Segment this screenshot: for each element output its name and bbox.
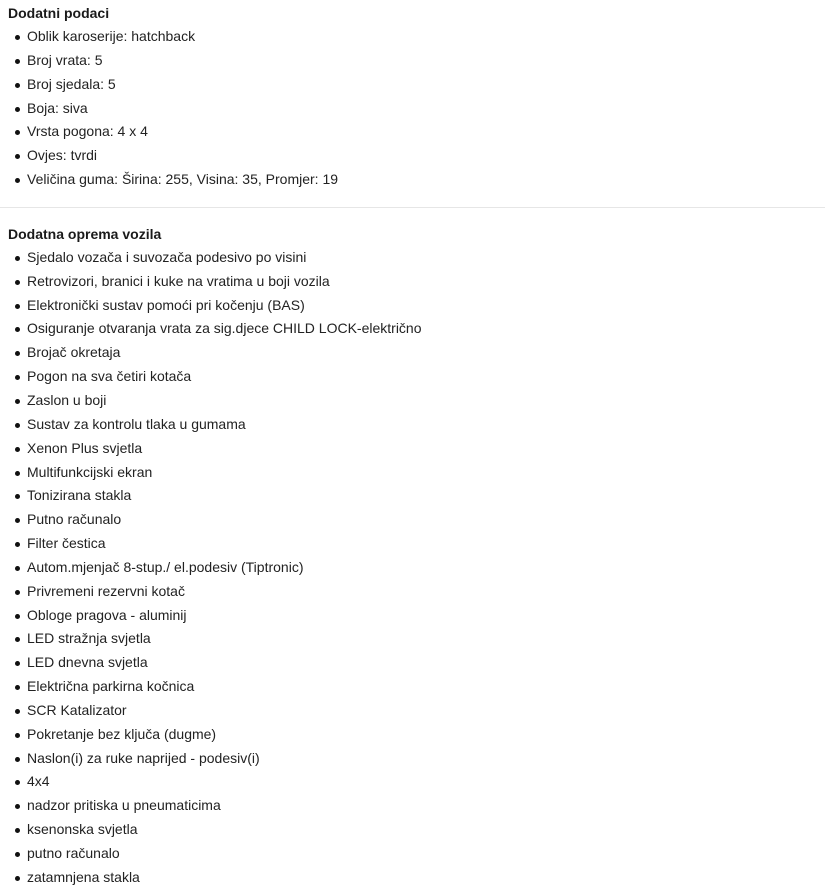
- equipment-section: [0, 222, 825, 890]
- additional-info-section: [0, 0, 825, 192]
- list-item: Brojač okretaja: [8, 341, 825, 365]
- list-item: LED stražnja svjetla: [8, 627, 825, 651]
- additional-info-list: [8, 25, 825, 192]
- list-item: Broj vrata: 5: [8, 49, 825, 73]
- list-item: Sustav za kontrolu tlaka u gumama: [8, 413, 825, 437]
- list-item: Broj sjedala: 5: [8, 73, 825, 97]
- list-item: Obloge pragova - aluminij: [8, 604, 825, 628]
- list-item: Putno računalo: [8, 508, 825, 532]
- list-item: Privremeni rezervni kotač: [8, 580, 825, 604]
- list-item: Tonizirana stakla: [8, 484, 825, 508]
- list-item: Električna parkirna kočnica: [8, 675, 825, 699]
- list-item: LED dnevna svjetla: [8, 651, 825, 675]
- list-item: Boja: siva: [8, 97, 825, 121]
- list-item: nadzor pritiska u pneumaticima: [8, 794, 825, 818]
- list-item: Veličina guma: Širina: 255, Visina: 35, Promjer: 19: [8, 168, 825, 192]
- list-item: 4x4: [8, 770, 825, 794]
- list-item: Filter čestica: [8, 532, 825, 556]
- list-item: Vrsta pogona: 4 x 4: [8, 120, 825, 144]
- list-item: Pogon na sva četiri kotača: [8, 365, 825, 389]
- list-item: Autom.mjenjač 8-stup./ el.podesiv (Tiptronic): [8, 556, 825, 580]
- list-item: zatamnjena stakla: [8, 866, 825, 890]
- equipment-title: Dodatna oprema vozila: [8, 225, 162, 242]
- list-item: Oblik karoserije: hatchback: [8, 25, 825, 49]
- list-item: Multifunkcijski ekran: [8, 461, 825, 485]
- list-item: Naslon(i) za ruke naprijed - podesiv(i): [8, 747, 825, 771]
- list-item: Ovjes: tvrdi: [8, 144, 825, 168]
- equipment-list: [8, 246, 825, 890]
- list-item: ksenonska svjetla: [8, 818, 825, 842]
- list-item: Zaslon u boji: [8, 389, 825, 413]
- list-item: putno računalo: [8, 842, 825, 866]
- section-divider: [0, 207, 825, 208]
- additional-info-title: Dodatni podaci: [8, 5, 110, 21]
- list-item: SCR Katalizator: [8, 699, 825, 723]
- list-item: Pokretanje bez ključa (dugme): [8, 723, 825, 747]
- list-item: Elektronički sustav pomoći pri kočenju (BAS): [8, 294, 825, 318]
- list-item: Retrovizori, branici i kuke na vratima u boji vozila: [8, 270, 825, 294]
- list-item: Sjedalo vozača i suvozača podesivo po visini: [8, 246, 825, 270]
- list-item: Osiguranje otvaranja vrata za sig.djece CHILD LOCK-električno: [8, 317, 825, 341]
- list-item: Xenon Plus svjetla: [8, 437, 825, 461]
